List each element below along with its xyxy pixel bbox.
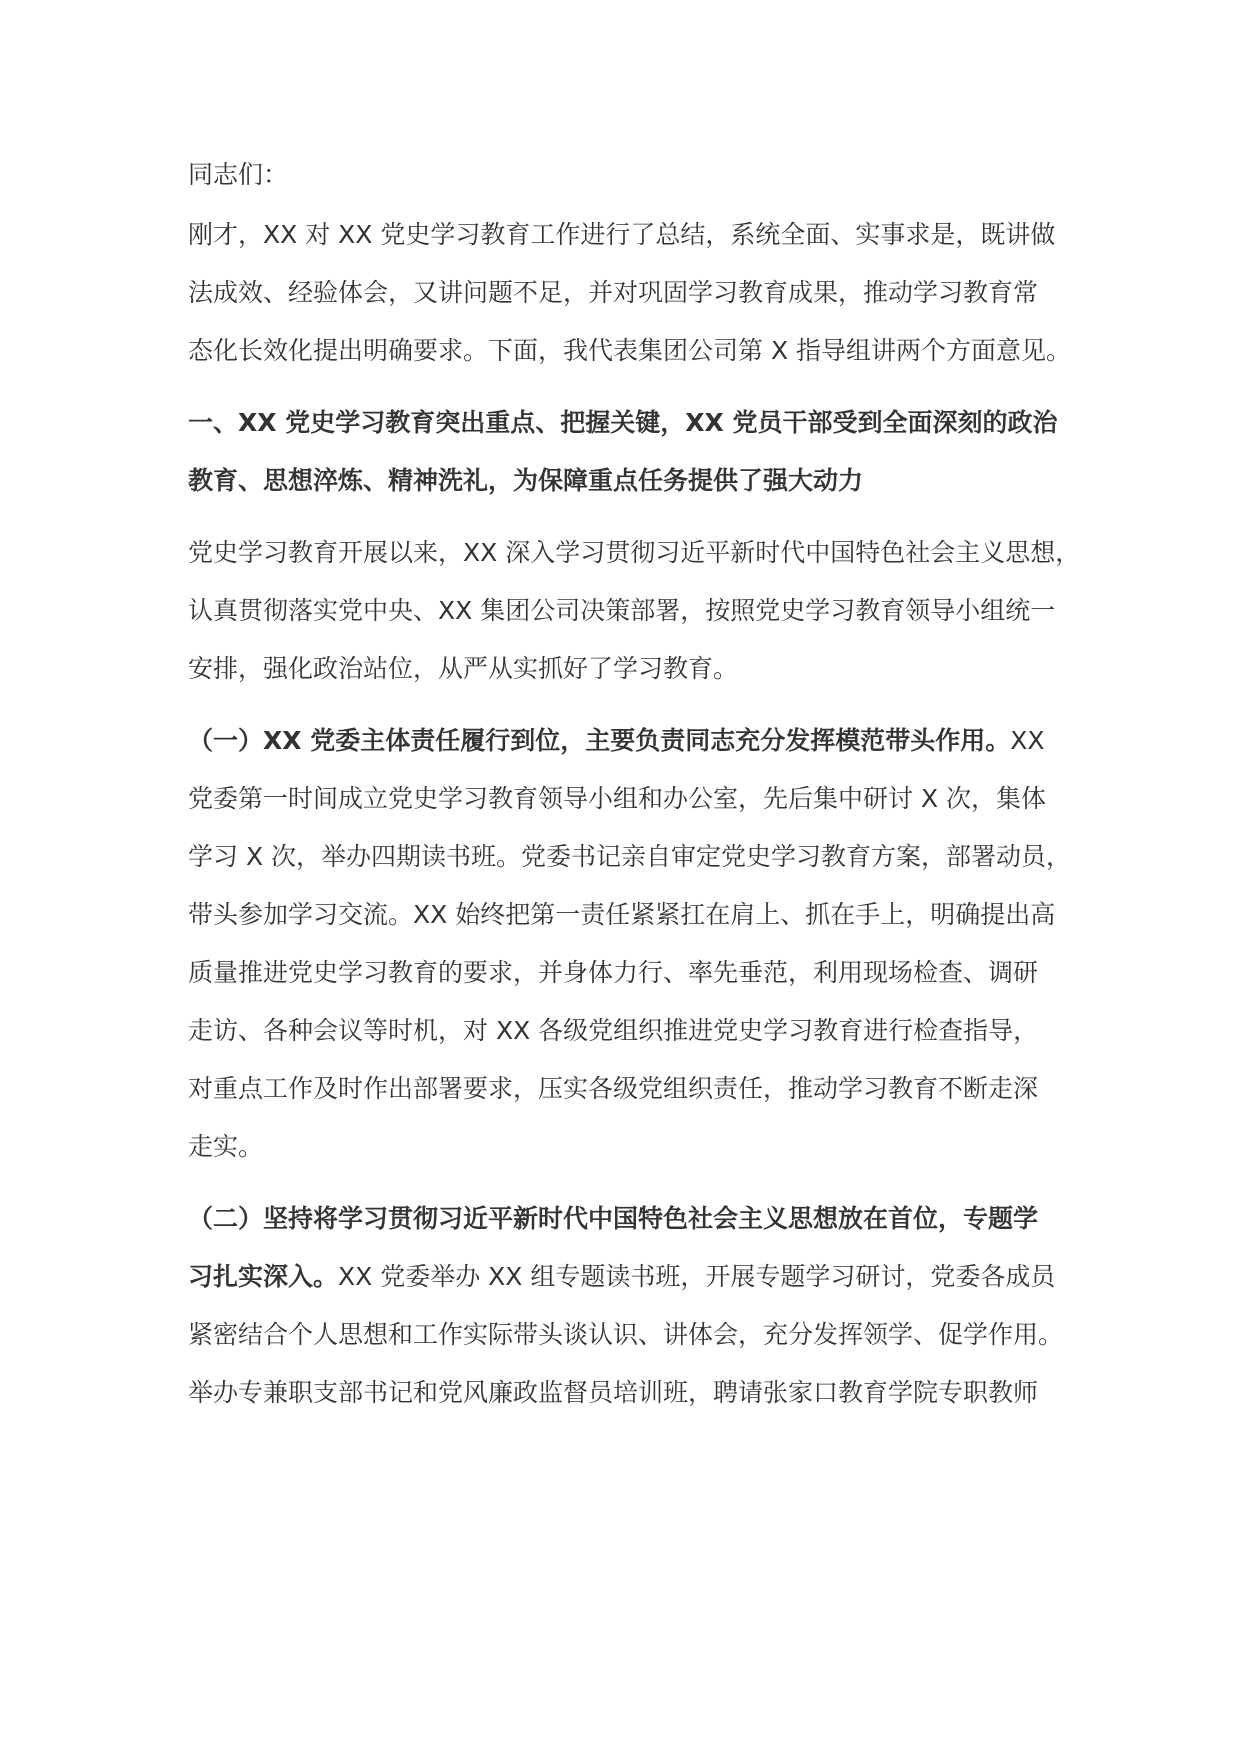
sub2-heading-line-1: （二）坚持将学习贯彻习近平新时代中国特色社会主义思想放在首位，专题学 (188, 1204, 1039, 1233)
sub1-line-2: 学习 X 次，举办四期读书班。党委书记亲自审定党史学习教育方案，部署动员， (188, 842, 1072, 871)
sub2-line-4: 举办专兼职支部书记和党风廉政监督员培训班，聘请张家口教育学院专职教师 (188, 1378, 1039, 1407)
intro-line-1: 刚才，XX 对 XX 党史学习教育工作进行了总结，系统全面、实事求是，既讲做 (188, 220, 1056, 249)
sub1-line-7: 走实。 (188, 1132, 264, 1161)
sub2-heading-line-2: 习扎实深入。 (188, 1262, 339, 1291)
intro-line-2: 法成效、经验体会，又讲问题不足，并对巩固学习教育成果，推动学习教育常 (188, 278, 1039, 307)
sub1-line-3: 带头参加学习交流。XX 始终把第一责任紧紧扛在肩上、抓在手上，明确提出高 (188, 900, 1056, 929)
intro-line-3: 态化长效化提出明确要求。下面，我代表集团公司第 X 指导组讲两个方面意见。 (188, 336, 1072, 365)
salutation: 同志们： (188, 160, 289, 189)
sub1-first-line (188, 724, 1088, 758)
sub1-line-5: 走访、各种会议等时机，对 XX 各级党组织推进党史学习教育进行检查指导， (188, 1016, 1039, 1045)
sub1-line-1: 党委第一时间成立党史学习教育领导小组和办公室，先后集中研讨 X 次，集体 (188, 784, 1047, 813)
sub2-line-3: 紧密结合个人思想和工作实际带头谈认识、讲体会，充分发挥领学、促学作用。 (188, 1320, 1064, 1349)
section1-heading-line-1: 一、XX 党史学习教育突出重点、把握关键，XX 党员干部受到全面深刻的政治 (188, 408, 1058, 437)
section1-body-line-2: 认真贯彻落实党中央、XX 集团公司决策部署，按照党史学习教育领导小组统一 (188, 596, 1056, 625)
section1-body-line-3: 安排，强化政治站位，从严从实抓好了学习教育。 (188, 654, 739, 683)
section1-body-line-1: 党史学习教育开展以来，XX 深入学习贯彻习近平新时代中国特色社会主义思想， (188, 538, 1081, 567)
sub1-heading: （一）XX 党委主体责任履行到位，主要负责同志充分发挥模范带头作用。 (188, 726, 1011, 755)
section1-heading-line-2: 教育、思想淬炼、精神洗礼，为保障重点任务提供了强大动力 (188, 466, 864, 495)
sub1-heading-tail: XX (1010, 726, 1045, 755)
sub1-line-6: 对重点工作及时作出部署要求，压实各级党组织责任，推动学习教育不断走深 (188, 1074, 1039, 1103)
sub2-line-2-tail: XX 党委举办 XX 组专题读书班，开展专题学习研讨，党委各成员 (338, 1262, 1056, 1291)
sub1-line-4: 质量推进党史学习教育的要求，并身体力行、率先垂范，利用现场检查、调研 (188, 958, 1039, 987)
sub2-line-2 (188, 1260, 1088, 1294)
